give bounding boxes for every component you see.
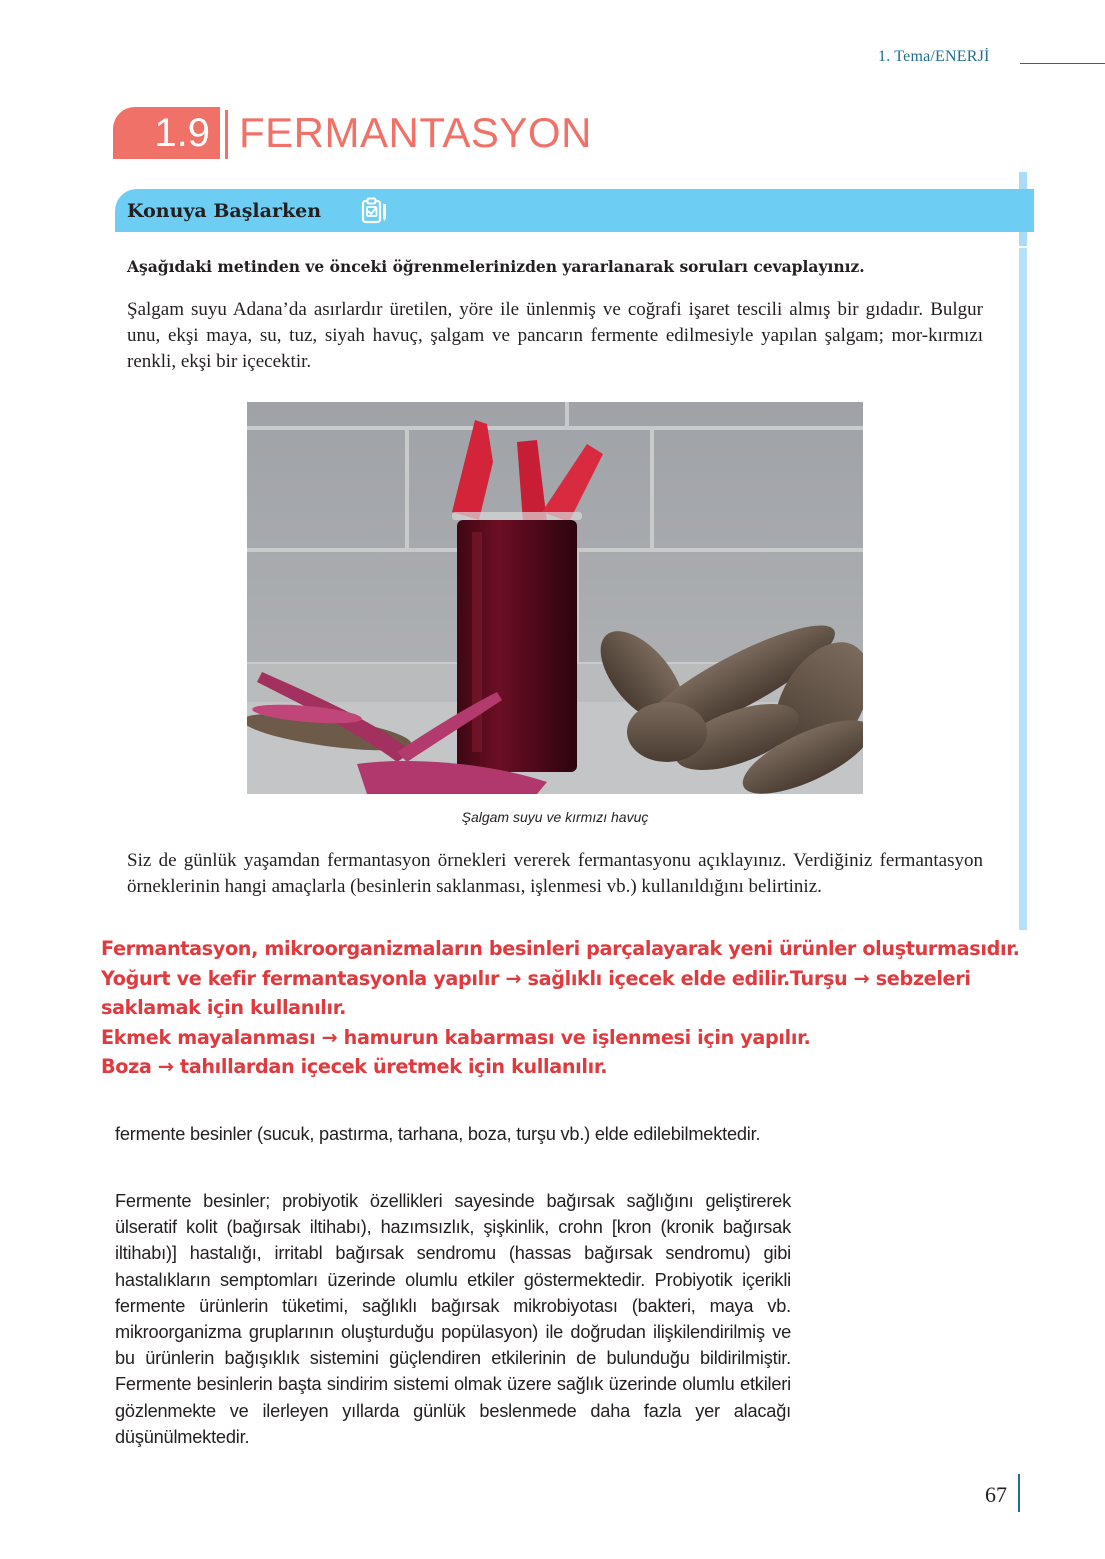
salgam-photo	[247, 402, 863, 794]
start-banner	[115, 189, 1034, 232]
answer-line: Ekmek mayalanması → hamurun kabarması ve işlenmesi için yapılır.	[101, 1025, 811, 1049]
answer-line: Yoğurt ve kefir fermantasyonla yapılır → sağlıklı içecek elde edilir.Turşu → sebzeleri	[101, 966, 971, 990]
answer-line: Boza → tahıllardan içecek üretmek için kullanılır.	[101, 1055, 608, 1078]
answer-line: saklamak için kullanılır.	[101, 996, 347, 1019]
clipboard-check-icon	[358, 195, 390, 227]
section-divider	[225, 110, 228, 159]
section-number: 1.9	[154, 110, 210, 155]
page-number-rule	[1018, 1474, 1020, 1512]
margin-bar	[1019, 248, 1027, 930]
body-paragraph-2: Fermente besinler; probiyotik özellikleri sayesinde bağırsak sağlığını geliştirerek ülseratif kolit (bağırsak iltihabı), hazımsızlık, şişkinlik, crohn [kron (kronik bağırsak iltihabı)] hastalığı, irritabl bağırsak sendromu (hassas bağırsak sendromu) gibi hastalıkların semptomları üzerinde olumlu etkiler göstermektedir. Probiyotik içerikli fermente ürünlerin tüketimi, sağlıklı bağırsak mikrobiyotası (bakteri, maya vb. mikroorganizma gruplarının oluşturduğu popülasyon) ile doğrudan ilişkilendirilmiş ve bu ürünlerin bağışıklık sistemini güçlendiren etkilerinin de bulunduğu bildirilmiştir. Fermente besinlerin başta sindirim sistemi olmak üzere sağlık üzerinde olumlu etkileri gözlenmekte ve ilerleyen yıllarda günlük beslenmede daha fazla yer alacağı düşünülmektedir.	[115, 1191, 791, 1447]
handwritten-answer	[101, 934, 1101, 1082]
section-number-badge	[113, 107, 220, 159]
instruction-text: Aşağıdaki metinden ve önceki öğrenmelerinizden yararlanarak soruları cevaplayınız.	[127, 257, 865, 276]
header-rule	[1020, 63, 1105, 64]
question-paragraph: Siz de günlük yaşamdan fermantasyon örnekleri vererek fermantasyonu açıklayınız. Verdiğiniz fermantasyon örneklerinin hangi amaçlarla (besinlerin saklanması, işlenmesi vb.) kullanıldığını belirtiniz.	[127, 850, 983, 897]
photo-caption: Şalgam suyu ve kırmızı havuç	[461, 809, 649, 825]
theme-header: 1. Tema/ENERJİ	[878, 48, 990, 65]
page-number: 67	[985, 1482, 1007, 1507]
answer-line: Fermantasyon, mikroorganizmaların besinleri parçalayarak yeni ürünler oluşturmasıdır.	[101, 937, 1020, 960]
start-banner-title: Konuya Başlarken	[127, 199, 322, 222]
intro-paragraph: Şalgam suyu Adana’da asırlardır üretilen, yöre ile ünlenmiş ve coğrafi işaret tescili almış bir gıdadır. Bulgur unu, ekşi maya, su, tuz, siyah havuç, şalgam ve pancarın fermente edilmesiyle yapılan şalgam; mor-kırmızı renkli, ekşi bir içecektir.	[127, 299, 983, 372]
section-title: FERMANTASYON	[239, 109, 592, 156]
body-paragraph-1: fermente besinler (sucuk, pastırma, tarhana, boza, turşu vb.) elde edilebilmektedir.	[115, 1124, 761, 1144]
